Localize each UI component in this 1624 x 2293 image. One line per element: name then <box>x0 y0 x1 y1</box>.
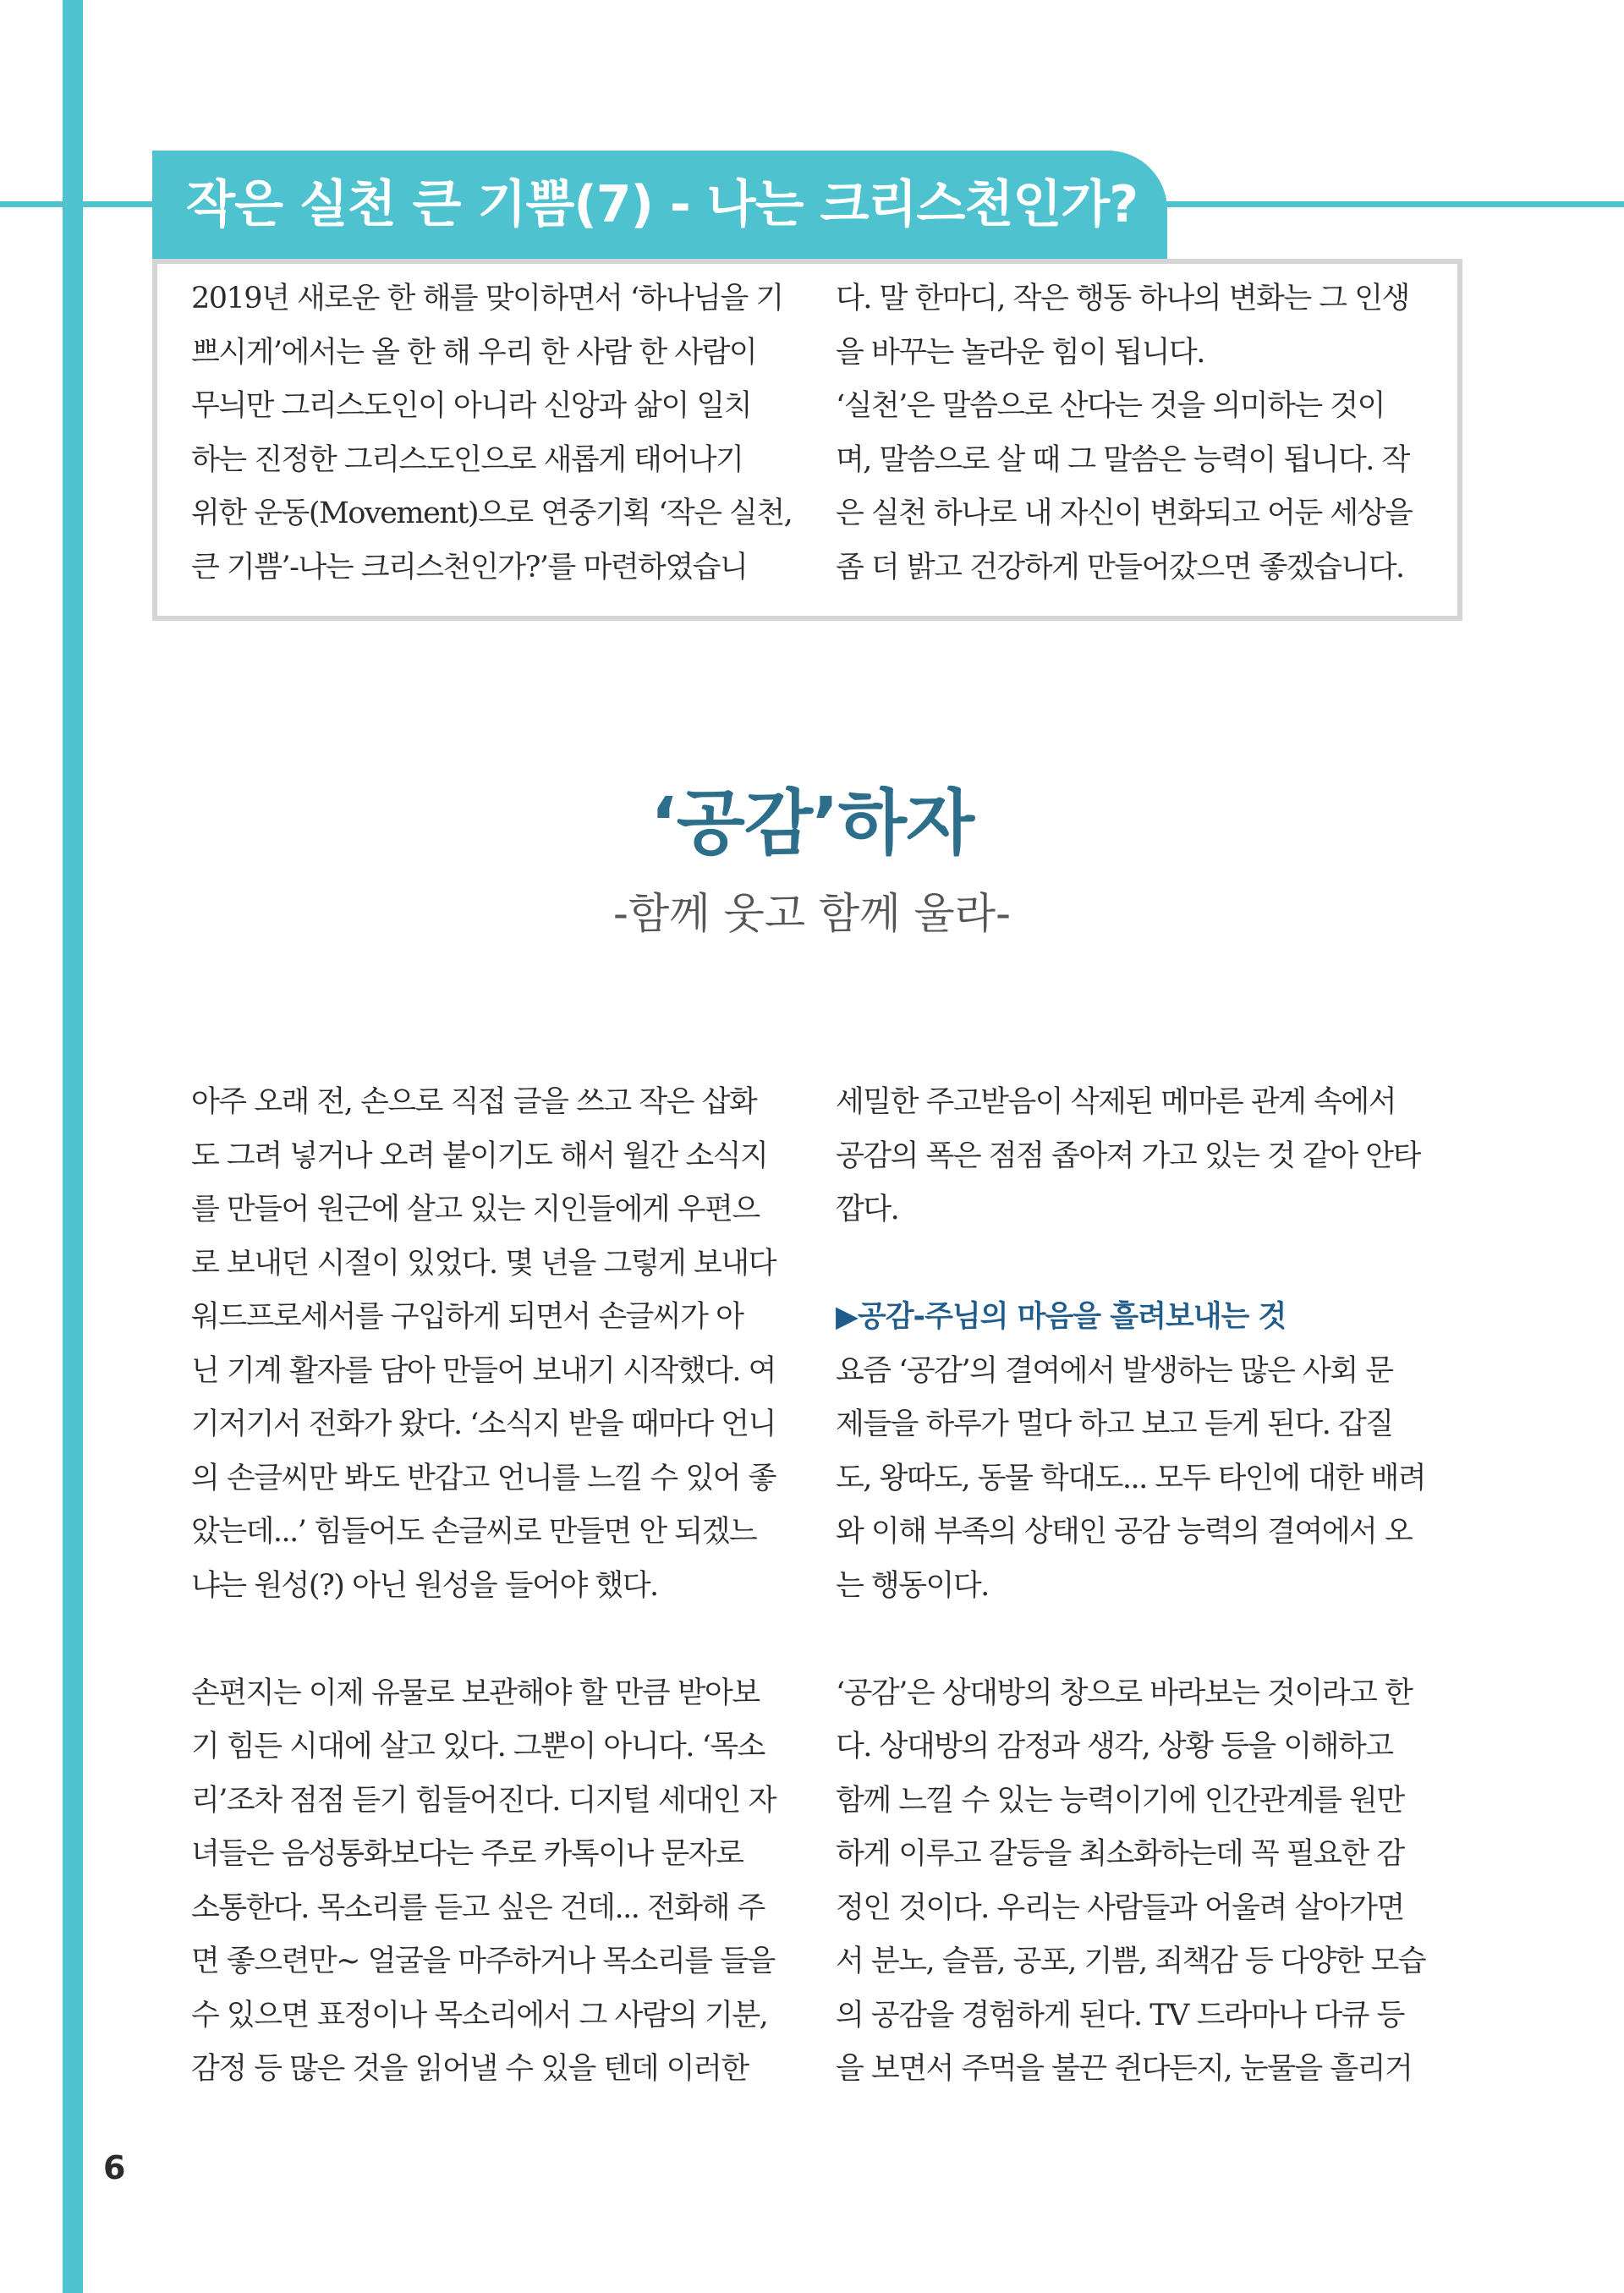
text-line: ‘실천’은 말씀으로 산다는 것을 의미하는 것이 <box>836 389 1385 423</box>
text-line: 무늬만 그리스도인이 아니라 신앙과 삶이 일치 <box>191 389 752 423</box>
text-line: 다. 상대방의 감정과 생각, 상황 등을 이해하고 <box>836 1730 1393 1764</box>
paragraph <box>191 1667 776 2097</box>
text-line: 쁘시게’에서는 올 한 해 우리 한 사람 한 사람이 <box>191 335 757 370</box>
text-line: 정인 것이다. 우리는 사람들과 어울려 살아가면 <box>836 1890 1404 1925</box>
text-line: 를 만들어 원근에 살고 있는 지인들에게 우편으 <box>191 1193 760 1226</box>
article-title: ‘공감’하자 <box>650 782 974 864</box>
text-line: 닌 기계 활자를 담아 만들어 보내기 시작했다. 여 <box>191 1353 776 1388</box>
paragraph <box>836 1345 1425 1614</box>
text-line: 위한 운동(Movement)으로 연중기획 ‘작은 실천, <box>191 496 793 530</box>
article-subtitle: -함께 웃고 함께 울라- <box>612 889 1012 938</box>
text-line: 손편지는 이제 유물로 보관해야 할 만큼 받아보 <box>191 1676 760 1710</box>
text-line: 와 이해 부족의 상태인 공감 능력의 결여에서 오 <box>836 1515 1413 1549</box>
text-line: 는 행동이다. <box>836 1568 989 1603</box>
paragraph <box>836 1076 1425 1237</box>
text-line: 수 있으면 표정이나 목소리에서 그 사람의 기분, <box>191 1998 768 2032</box>
text-line: ‘공감’은 상대방의 창으로 바라보는 것이라고 한 <box>836 1676 1413 1710</box>
text-line: 2019년 새로운 한 해를 맞이하면서 ‘하나님을 기 <box>191 282 783 315</box>
paragraph-gap <box>836 1613 1425 1667</box>
text-line: 도 그려 넣거나 오려 붙이기도 해서 월간 소식지 <box>191 1138 768 1173</box>
text-line: 녀들은 음성통화보다는 주로 카톡이나 문자로 <box>191 1837 743 1871</box>
text-line: 을 바꾸는 놀라운 힘이 됩니다. <box>836 335 1204 370</box>
text-line: 큰 기쁨’-나는 크리스천인가?’를 마련하였습니 <box>191 550 748 584</box>
paragraph <box>836 1667 1425 2097</box>
text-line: 워드프로세서를 구입하게 되면서 손글씨가 아 <box>191 1300 743 1334</box>
text-line: 로 보내던 시절이 있었다. 몇 년을 그렇게 보내다 <box>191 1246 776 1281</box>
paragraph <box>191 1076 776 1613</box>
text-line: 도, 왕따도, 동물 학대도... 모두 타인에 대한 배려 <box>836 1461 1426 1495</box>
text-line: 아주 오래 전, 손으로 직접 글을 쓰고 작은 삽화 <box>191 1085 757 1119</box>
article-right-column <box>836 1076 1425 2097</box>
text-line: 요즘 ‘공감’의 결여에서 발생하는 많은 사회 문 <box>836 1353 1393 1388</box>
article-left-column <box>191 1076 776 2097</box>
text-line: 감정 등 많은 것을 읽어낼 수 있을 텐데 이러한 <box>191 2052 749 2086</box>
text-line: 며, 말씀으로 살 때 그 말씀은 능력이 됩니다. 작 <box>836 442 1409 477</box>
text-line: 냐는 원성(?) 아닌 원성을 들어야 했다. <box>191 1568 658 1603</box>
intro-left-column <box>191 272 792 595</box>
series-title: 작은 실천 큰 기쁨(7) - 나는 크리스천인가? <box>186 175 1138 234</box>
text-line: 기 힘든 시대에 살고 있다. 그뿐이 아니다. ‘목소 <box>191 1730 765 1764</box>
text-line: 기저기서 전화가 왔다. ‘소식지 받을 때마다 언니 <box>191 1407 776 1441</box>
text-line: 깝다. <box>836 1193 899 1226</box>
left-accent-bar <box>63 0 83 2293</box>
text-line: 공감의 폭은 점점 좁아져 가고 있는 것 같아 안타 <box>836 1138 1420 1173</box>
text-line: 소통한다. 목소리를 듣고 싶은 건데... 전화해 주 <box>191 1890 765 1925</box>
text-line: 하게 이루고 갈등을 최소화하는데 꼭 필요한 감 <box>836 1837 1404 1871</box>
text-line: 의 공감을 경험하게 된다. TV 드라마나 다큐 등 <box>836 1998 1404 2032</box>
text-line: 리’조차 점점 듣기 힘들어진다. 디지털 세대인 자 <box>191 1783 776 1818</box>
text-line: 세밀한 주고받음이 삭제된 메마른 관계 속에서 <box>836 1085 1396 1119</box>
text-line: 함께 느낄 수 있는 능력이기에 인간관계를 원만 <box>836 1783 1404 1818</box>
section-subheading: ▶공감-주님의 마음을 흘려보내는 것 <box>836 1300 1287 1334</box>
text-line: 좀 더 밝고 건강하게 만들어갔으면 좋겠습니다. <box>836 550 1404 584</box>
text-line: 하는 진정한 그리스도인으로 새롭게 태어나기 <box>191 442 743 477</box>
paragraph-gap <box>191 1613 776 1667</box>
text-line: 은 실천 하나로 내 자신이 변화되고 어둔 세상을 <box>836 496 1413 530</box>
text-line: 서 분노, 슬픔, 공포, 기쁨, 죄책감 등 다양한 모습 <box>836 1945 1426 1978</box>
text-line: 제들을 하루가 멀다 하고 보고 듣게 된다. 갑질 <box>836 1407 1393 1441</box>
text-line: 았는데...’ 힘들어도 손글씨로 만들면 안 되겠느 <box>191 1515 757 1549</box>
text-line: 을 보면서 주먹을 불끈 쥔다든지, 눈물을 흘리거 <box>836 2052 1413 2086</box>
paragraph-gap <box>836 1237 1425 1292</box>
text-line: 다. 말 한마디, 작은 행동 하나의 변화는 그 인생 <box>836 282 1409 315</box>
intro-right-column <box>836 272 1412 595</box>
text-line: 면 좋으련만~ 얼굴을 마주하거나 목소리를 들을 <box>191 1945 775 1978</box>
page-number: 6 <box>103 2149 126 2186</box>
text-line: 의 손글씨만 봐도 반갑고 언니를 느낄 수 있어 좋 <box>191 1461 776 1495</box>
